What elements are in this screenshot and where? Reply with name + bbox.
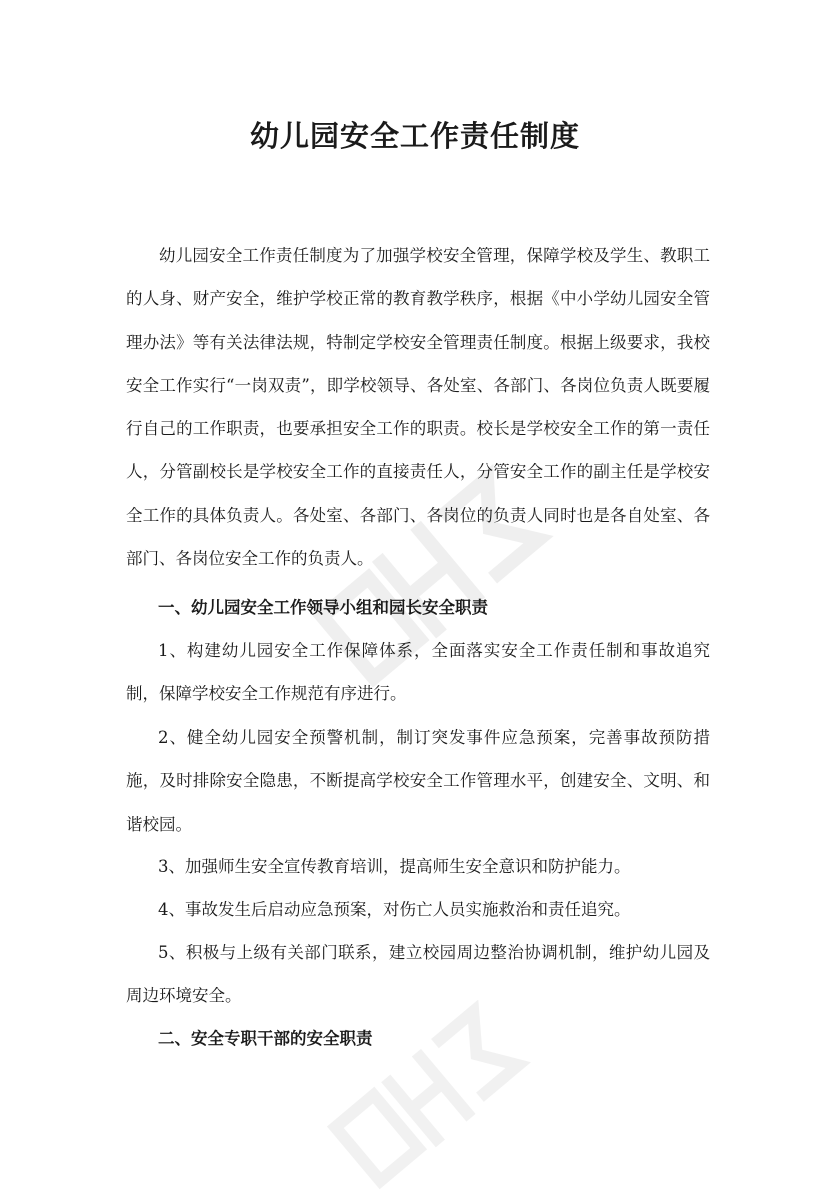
section-1-heading: 一、幼儿园安全工作领导小组和园长安全职责 bbox=[158, 598, 488, 617]
section-1-item-3: 3、加强师生安全宣传教育培训，提高师生安全意识和防护能力。 bbox=[158, 857, 631, 876]
section-2-heading: 二、安全专职干部的安全职责 bbox=[158, 1029, 373, 1048]
intro-paragraph: 幼儿园安全工作责任制度为了加强学校安全管理，保障学校及学生、教职工的人身、财产安全，维护学校正常的教育教学秩序，根据《中小学幼儿园安全管理办法》等有关法律法规，特制定学校安全管理责任制度。根据上级要求，我校安全工作实行“一岗双责”，即学校领导、各处室、各部门、各岗位负责人既要履行自己的工作职责，也要承担安全工作的职责。校长是学校安全工作的第一责任人，分管副校长是学校安全工作的直接责任人，分管安全工作的副主任是学校安全工作的具体负责人。各处室、各部门、各岗位的负责人同时也是各自处室、各部门、各岗位安全工作的负责人。 bbox=[126, 246, 710, 569]
section-1-item-4: 4、事故发生后启动应急预案，对伤亡人员实施救治和责任追究。 bbox=[158, 900, 631, 919]
section-1-item-1: 1、构建幼儿园安全工作保障体系，全面落实安全工作责任制和事故追究制，保障学校安全工作规范有序进行。 bbox=[126, 641, 710, 704]
section-1-item-2: 2、健全幼儿园安全预警机制，制订突发事件应急预案，完善事故预防措施，及时排除安全隐患，不断提高学校安全工作管理水平，创建安全、文明、和谐校园。 bbox=[126, 728, 710, 834]
section-1-item-5: 5、积极与上级有关部门联系，建立校园周边整治协调机制，维护幼儿园及周边环境安全。 bbox=[126, 943, 710, 1006]
document-title: 幼儿园安全工作责任制度 bbox=[249, 119, 580, 153]
